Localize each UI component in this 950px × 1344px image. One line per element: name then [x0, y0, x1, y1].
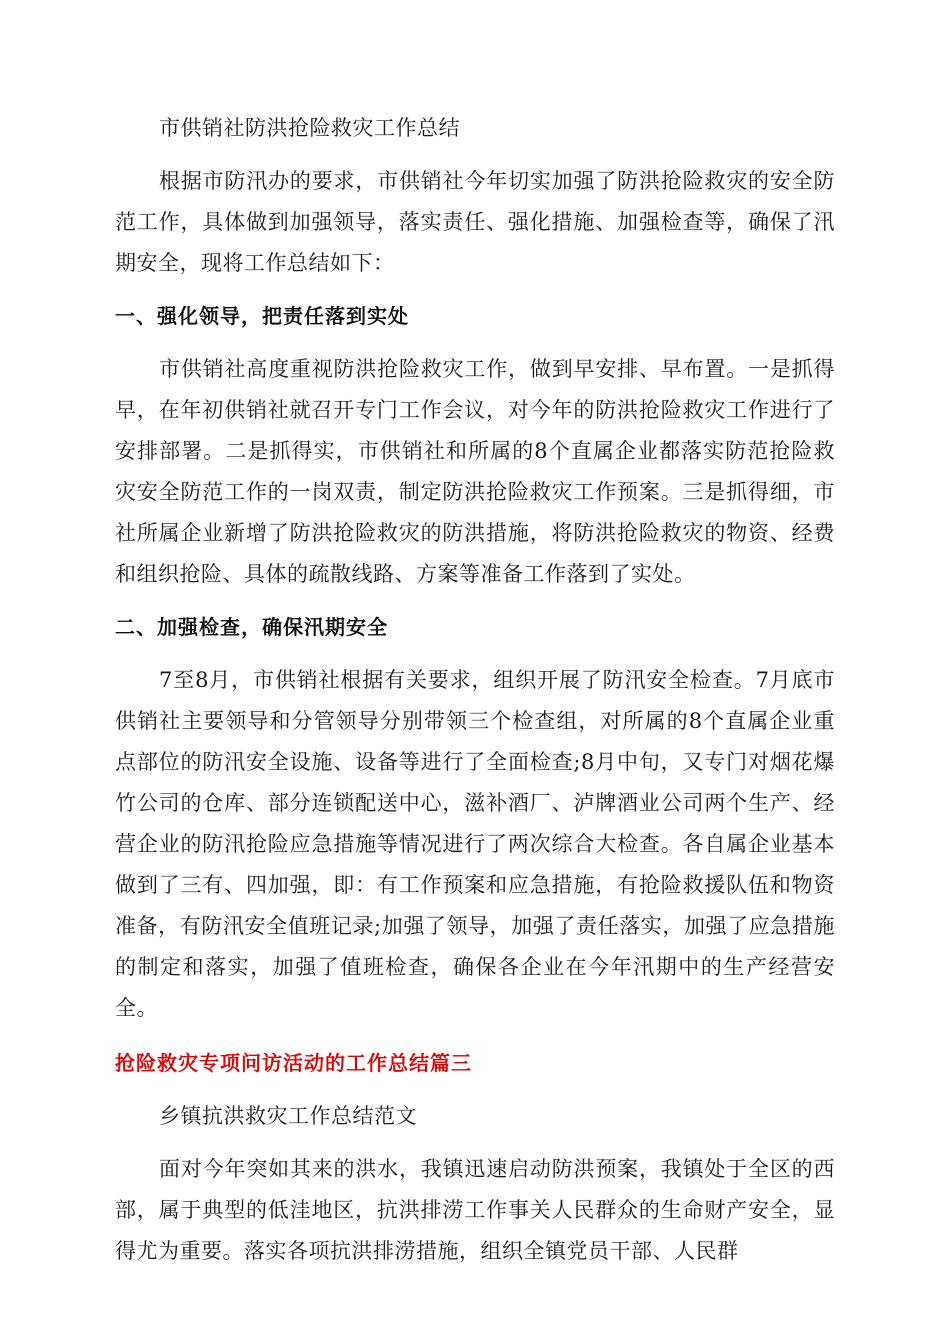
section2-body: 7至8月，市供销社根据有关要求，组织开展了防汛安全检查。7月底市供销社主要领导和分管领导分别带领三个检查组，对所属的8个直属企业重点部位的防汛安全设施、设备等进行了全面检查;8月中旬，又专门对烟花爆竹公司的仓库、部分连锁配送中心，滋补酒厂、泸牌酒业公司两个生产、经营企业的防汛抢险应急措施等情况进行了两次综合大检查。各自属企业基本做到了三有、四加强，即：有工作预案和应急措施，有抢险救援队伍和物资准备，有防汛安全值班记录;加强了领导，加强了责任落实，加强了应急措施的制定和落实，加强了值班检查，确保各企业在今年汛期中的生产经营安全。 — [115, 668, 835, 1020]
section1-heading: 一、强化领导，把责任落到实处 — [115, 304, 409, 328]
document-title: 市供销社防洪抢险救灾工作总结 — [159, 116, 460, 140]
subtitle: 乡镇抗洪救灾工作总结范文 — [159, 1104, 417, 1128]
section1-body: 市供销社高度重视防洪抢险救灾工作，做到早安排、早布置。一是抓得早，在年初供销社就召开专门工作会议，对今年的防洪抢险救灾工作进行了安排部署。二是抓得实，市供销社和所属的8个直属企业都落实防范抢险救灾安全防范工作的一岗双责，制定防洪抢险救灾工作预案。三是抓得细，市社所属企业新增了防洪抢险救灾的防洪措施，将防洪抢险救灾的物资、经费和组织抢险、具体的疏散线路、方案等准备工作落到了实处。 — [115, 357, 835, 586]
document-content — [115, 108, 835, 1272]
closing-paragraph: 面对今年突如其来的洪水，我镇迅速启动防洪预案，我镇处于全区的西部，属于典型的低洼地区，抗洪排涝工作事关人民群众的生命财产安全，显得尤为重要。落实各项抗洪排涝措施，组织全镇党员干部、人民群 — [115, 1157, 835, 1263]
red-section-heading: 抢险救灾专项问访活动的工作总结篇三 — [115, 1051, 472, 1075]
section2-heading: 二、加强检查，确保汛期安全 — [115, 615, 388, 639]
intro-paragraph: 根据市防汛办的要求，市供销社今年切实加强了防洪抢险救灾的安全防范工作，具体做到加强领导，落实责任、强化措施、加强检查等，确保了汛期安全，现将工作总结如下： — [115, 169, 835, 275]
